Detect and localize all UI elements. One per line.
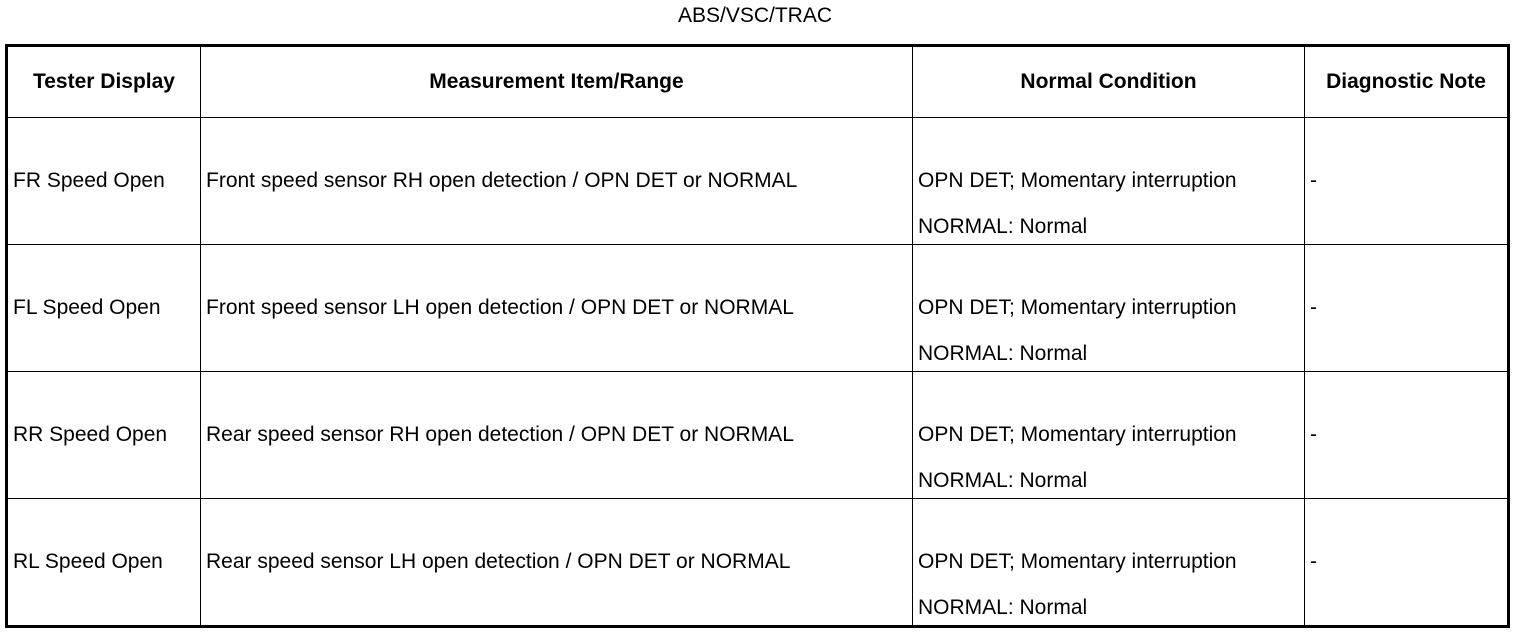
cell-tester-display: FL Speed Open	[7, 245, 201, 372]
condition-detected: OPN DET; Momentary interruption	[918, 423, 1237, 446]
table-row	[7, 245, 1509, 372]
page-title: ABS/VSC/TRAC	[677, 4, 833, 27]
cell-measurement: Rear speed sensor LH open detection / OPN DET or NORMAL	[201, 499, 913, 627]
cell-measurement: Front speed sensor RH open detection / OPN DET or NORMAL	[201, 118, 913, 245]
cell-tester-display: RR Speed Open	[7, 372, 201, 499]
table-header-row	[7, 46, 1509, 118]
condition-detected: OPN DET; Momentary interruption	[918, 296, 1237, 319]
cell-diagnostic-note: -	[1305, 372, 1509, 499]
table-row	[7, 372, 1509, 499]
cell-normal-condition	[913, 245, 1305, 372]
cell-diagnostic-note: -	[1305, 245, 1509, 372]
data-table	[5, 44, 1510, 628]
condition-normal: NORMAL: Normal	[918, 469, 1088, 492]
header-diagnostic-note: Diagnostic Note	[1305, 46, 1509, 118]
condition-detected: OPN DET; Momentary interruption	[918, 169, 1237, 192]
condition-normal: NORMAL: Normal	[918, 596, 1088, 619]
cell-measurement: Front speed sensor LH open detection / OPN DET or NORMAL	[201, 245, 913, 372]
cell-normal-condition	[913, 499, 1305, 627]
condition-normal: NORMAL: Normal	[918, 215, 1088, 238]
cell-diagnostic-note: -	[1305, 499, 1509, 627]
cell-normal-condition	[913, 372, 1305, 499]
cell-tester-display: RL Speed Open	[7, 499, 201, 627]
table-row	[7, 118, 1509, 245]
table-row	[7, 499, 1509, 627]
cell-diagnostic-note: -	[1305, 118, 1509, 245]
header-normal-condition: Normal Condition	[913, 46, 1305, 118]
condition-detected: OPN DET; Momentary interruption	[918, 550, 1237, 573]
cell-measurement: Rear speed sensor RH open detection / OPN DET or NORMAL	[201, 372, 913, 499]
header-tester-display: Tester Display	[7, 46, 201, 118]
cell-normal-condition	[913, 118, 1305, 245]
condition-normal: NORMAL: Normal	[918, 342, 1088, 365]
header-measurement: Measurement Item/Range	[201, 46, 913, 118]
cell-tester-display: FR Speed Open	[7, 118, 201, 245]
